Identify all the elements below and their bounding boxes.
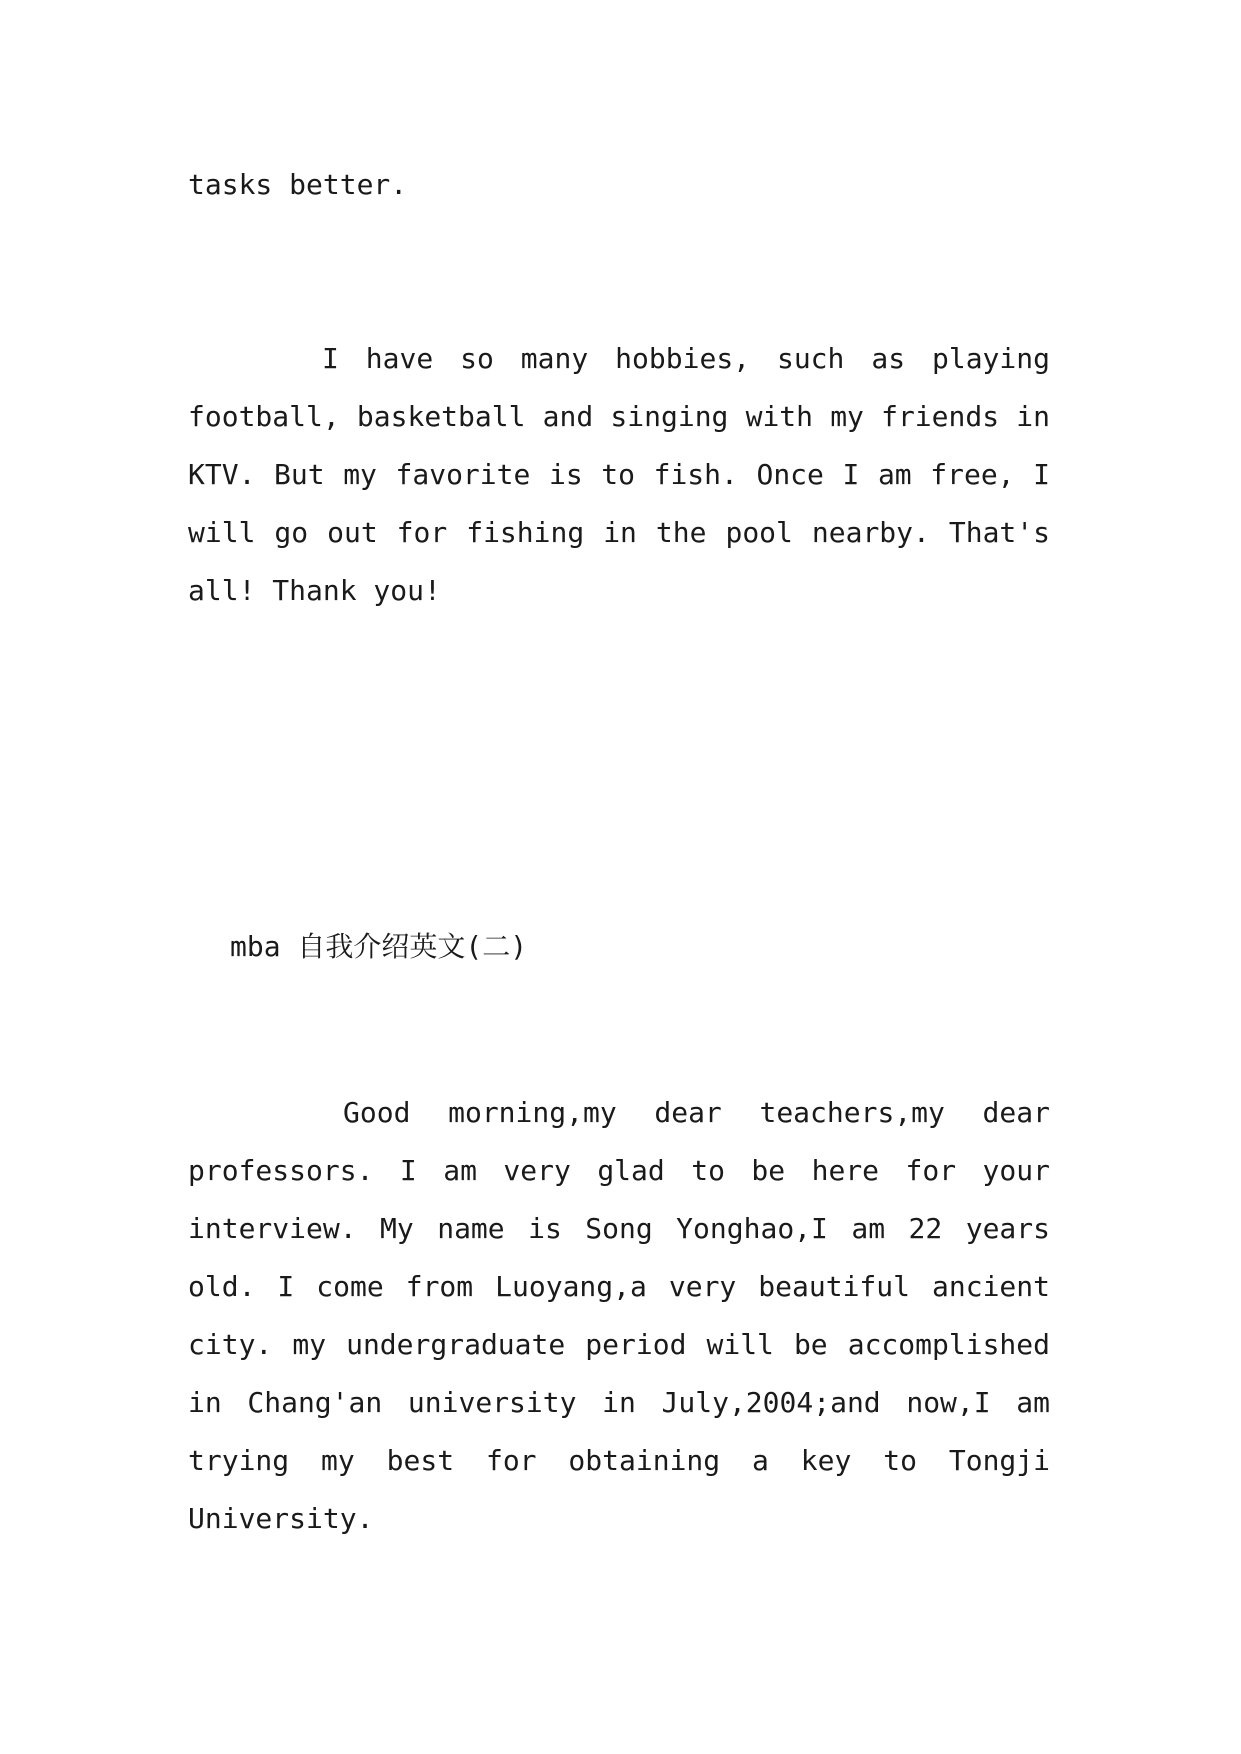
paragraph-line: trying my best for obtaining a key to Tongji — [188, 1444, 1050, 1477]
paragraph-continuation-line: tasks better. — [188, 168, 408, 201]
paragraph-line: I have so many hobbies, such as playing — [322, 342, 1050, 375]
paragraph-line: will go out for fishing in the pool nearby. That's — [188, 516, 1050, 549]
paragraph-line: all! Thank you! — [188, 574, 441, 607]
paragraph-line: city. my undergraduate period will be accomplished — [188, 1328, 1050, 1361]
paragraph-line: in Chang'an university in July,2004;and now,I am — [188, 1386, 1050, 1419]
paragraph-line: old. I come from Luoyang,a very beautiful ancient — [188, 1270, 1050, 1303]
paragraph-line: interview. My name is Song Yonghao,I am 22 years — [188, 1212, 1050, 1245]
paragraph-line: University. — [188, 1502, 374, 1535]
paragraph-line: KTV. But my favorite is to fish. Once I am free, I — [188, 458, 1050, 491]
paragraph-line: professors. I am very glad to be here for your — [188, 1154, 1050, 1187]
paragraph-line: football, basketball and singing with my friends in — [188, 400, 1050, 433]
section-heading: mba 自我介绍英文(二) — [230, 930, 528, 963]
paragraph-line: Good morning,my dear teachers,my dear — [343, 1096, 1050, 1129]
